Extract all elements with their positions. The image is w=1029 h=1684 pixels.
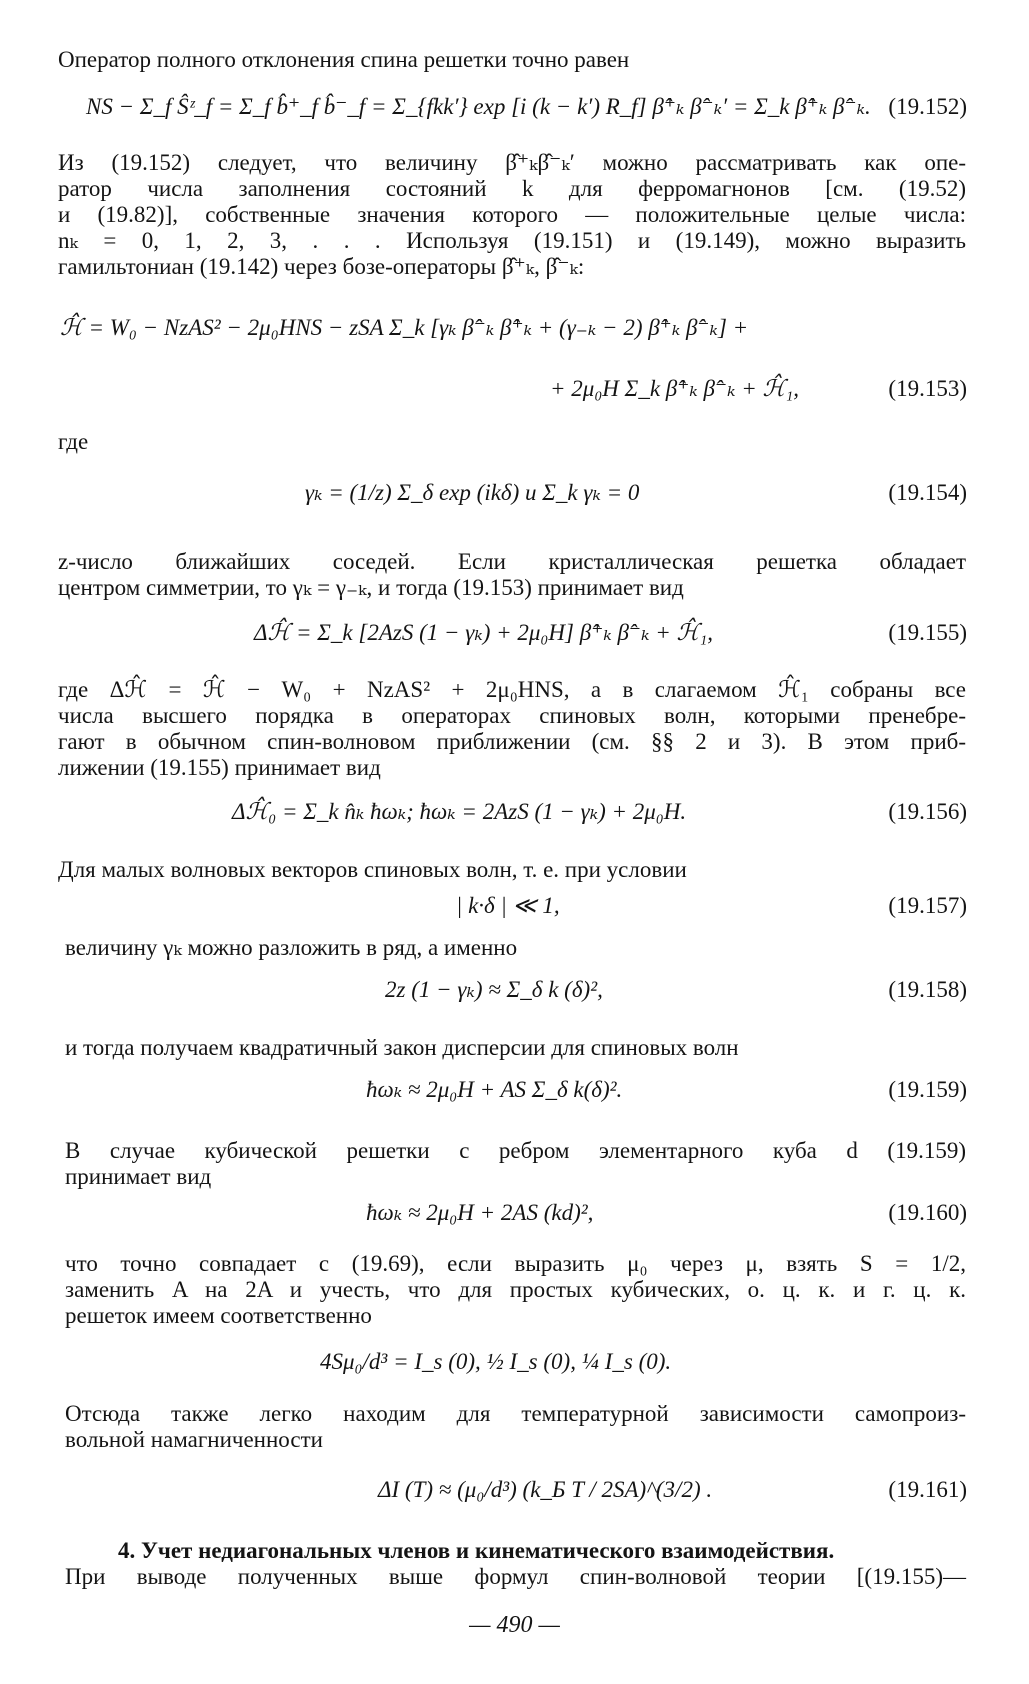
- page-number: — 490 —: [469, 1612, 560, 1638]
- text-line: решеток имеем соответственно: [65, 1303, 372, 1328]
- equation-number: (19.159): [888, 1077, 967, 1102]
- text-line: заменить A на 2A и учесть, что для простых кубических, о. ц. к. и г. ц. к.: [65, 1277, 966, 1302]
- equation-number: (19.154): [888, 480, 967, 505]
- text-line: что точно совпадает с (19.69), если выразить μ₀ через μ, взять S = 1/2,: [65, 1251, 966, 1276]
- text-line: и тогда получаем квадратичный закон дисперсии для спиновых волн: [65, 1035, 739, 1060]
- text-line: ратор числа заполнения состояний k для ферромагнонов [см. (19.52): [58, 176, 966, 201]
- equation-number: (19.155): [888, 620, 967, 645]
- equation-number: (19.156): [888, 799, 967, 824]
- equation-19-159: ħωₖ ≈ 2μ₀H + AS Σ_δ k(δ)².: [366, 1077, 623, 1102]
- text-line: где Δℋ̂ = ℋ̂ − W₀ + NzAS² + 2μ₀HNS, а в слагаемом ℋ̂₁ собраны все: [58, 677, 966, 702]
- text-line: nₖ = 0, 1, 2, 3, . . . Используя (19.151) и (19.149), можно выразить: [58, 228, 966, 253]
- equation-19-154: γₖ = (1/z) Σ_δ exp (ikδ) и Σ_k γₖ = 0: [305, 480, 640, 505]
- text-line: z-число ближайших соседей. Если кристаллическая решетка обладает: [58, 549, 966, 574]
- equation-19-160: ħωₖ ≈ 2μ₀H + 2AS (kd)²,: [366, 1200, 594, 1225]
- text-line: вольной намагниченности: [65, 1427, 323, 1452]
- text-line: принимает вид: [65, 1164, 212, 1189]
- text-line: центром симметрии, то γₖ = γ₋ₖ, и тогда (19.153) принимает вид: [58, 575, 684, 600]
- section-heading: 4. Учет недиагональных членов и кинематического взаимодействия.: [118, 1538, 835, 1563]
- text-line: Отсюда также легко находим для температурной зависимости самопроиз-: [65, 1401, 966, 1426]
- equation-19-152: NS − Σ_f Ŝᶻ_f = Σ_f b̂⁺_f b̂⁻_f = Σ_{fkk′} exp [i (k − k′) R_f] β̂⁺ₖ β̂⁻ₖ′ = Σ_k β̂⁺ₖ β̂⁻ₖ.: [86, 94, 871, 119]
- text-line: величину γₖ можно разложить в ряд, а именно: [65, 935, 518, 960]
- text-line: В случае кубической решетки с ребром элементарного куба d (19.159): [65, 1138, 966, 1163]
- text-line: Для малых волновых векторов спиновых волн, т. е. при условии: [58, 857, 687, 882]
- equation-unnumbered: 4Sμ₀/d³ = I_s (0), ½ I_s (0), ¼ I_s (0).: [320, 1349, 672, 1374]
- text-line: При выводе полученных выше формул спин-волновой теории [(19.155)—: [65, 1564, 966, 1589]
- equation-19-161: ΔI (T) ≈ (μ₀/d³) (k_Б T / 2SA)^(3/2) .: [378, 1477, 713, 1502]
- equation-19-158: 2z (1 − γₖ) ≈ Σ_δ k (δ)²,: [385, 977, 603, 1002]
- equation-19-157: | k·δ | ≪ 1,: [456, 893, 560, 918]
- text-line: лижении (19.155) принимает вид: [58, 755, 381, 780]
- text-line: и (19.82)], собственные значения которого — положительные целые числа:: [58, 202, 966, 227]
- text-line: числа высшего порядка в операторах спиновых волн, которыми пренебре-: [58, 703, 966, 728]
- text-line: гамильтониан (19.142) через бозе-операторы β̂⁺ₖ, β̂⁻ₖ:: [58, 254, 585, 279]
- equation-number: (19.152): [888, 94, 967, 119]
- text-line: где: [58, 429, 89, 454]
- equation-number: (19.157): [888, 893, 967, 918]
- equation-19-153-part-2: + 2μ₀H Σ_k β̂⁺ₖ β̂⁻ₖ + ℋ̂₁,: [550, 376, 800, 401]
- text-line: гают в обычном спин-волновом приближении (см. §§ 2 и 3). В этом приб-: [58, 729, 966, 754]
- equation-number: (19.160): [888, 1200, 967, 1225]
- equation-number: (19.153): [888, 376, 967, 401]
- equation-number: (19.161): [888, 1477, 967, 1502]
- equation-number: (19.158): [888, 977, 967, 1002]
- equation-19-155: Δℋ̂ = Σ_k [2AzS (1 − γₖ) + 2μ₀H] β̂⁺ₖ β̂⁻ₖ + ℋ̂₁,: [254, 620, 713, 645]
- text-line: Оператор полного отклонения спина решетки точно равен: [58, 47, 630, 72]
- text-line: Из (19.152) следует, что величину β̂⁺ₖβ̂⁻ₖ′ можно рассматривать как опе-: [58, 150, 966, 175]
- equation-19-156: Δℋ̂₀ = Σ_k n̂ₖ ħωₖ; ħωₖ = 2AzS (1 − γₖ) + 2μ₀H.: [232, 799, 687, 824]
- equation-19-153-part-1: ℋ̂ = W₀ − NzAS² − 2μ₀HNS − zSA Σ_k [γₖ β̂⁻ₖ β̂⁺ₖ + (γ₋ₖ − 2) β̂⁺ₖ β̂⁻ₖ] +: [60, 315, 749, 340]
